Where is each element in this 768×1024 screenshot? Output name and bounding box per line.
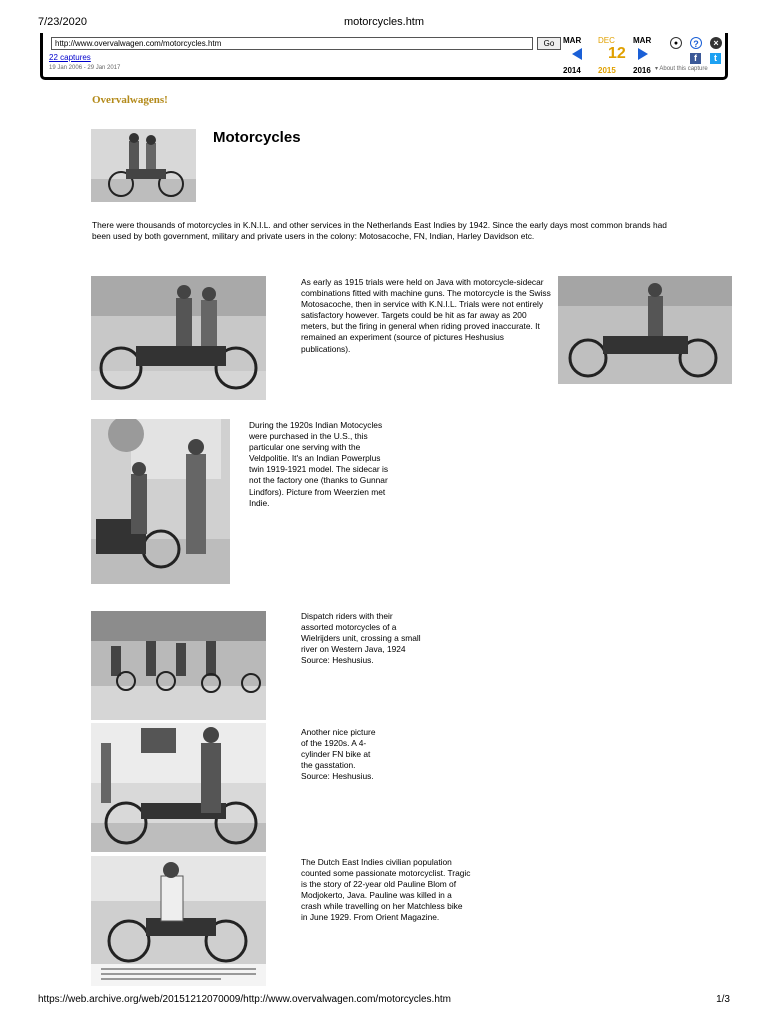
photo-pauline-matchless xyxy=(91,856,266,986)
fn-text: Another nice picture of the 1920s. A 4-cylinder FN bike at the gasstation. Source: Heshusius. xyxy=(301,727,376,782)
capture-date-range: 19 Jan 2006 - 29 Jan 2017 xyxy=(49,65,121,71)
photo-dispatch-riders xyxy=(91,611,266,720)
photo-indian-powerplus xyxy=(91,419,230,584)
photo-motosacoche-sidecar-left xyxy=(91,276,266,400)
year-prev[interactable]: 2014 xyxy=(563,66,581,75)
month-next[interactable]: MAR xyxy=(633,36,652,45)
captures-link[interactable]: 22 captures xyxy=(49,53,91,62)
wayback-toolbar xyxy=(40,33,728,80)
print-title: motorcycles.htm xyxy=(343,16,425,28)
month-prev[interactable]: MAR xyxy=(563,36,582,45)
photo-fn-gasstation xyxy=(91,723,266,852)
wayback-url-input[interactable]: http://www.overvalwagen.com/motorcycles.htm xyxy=(51,37,533,50)
twitter-icon[interactable]: t xyxy=(710,53,721,64)
motosacoche-text: As early as 1915 trials were held on Java with motorcycle-sidecar combinations fitted with machine guns. The motorcycle is the Swiss Motosacoche, then in service with K.N.I.L. Trials were not entirely satisfactory however. Targets could be hit as far away as 200 meters, but the firing in general when riding proved inaccurate. It remained an experiment (source of pictures Heshusius publications). xyxy=(301,277,551,354)
facebook-icon[interactable]: f xyxy=(690,53,701,64)
close-icon[interactable]: × xyxy=(710,37,722,49)
year-next[interactable]: 2016 xyxy=(633,66,651,75)
site-name[interactable]: Overvalwagens! xyxy=(92,94,168,106)
prev-capture-arrow-icon[interactable] xyxy=(572,48,582,60)
dispatch-text: Dispatch riders with their assorted motorcycles of a Wielrijders unit, crossing a small river on Western Java, 1924 Source: Heshusius. xyxy=(301,611,421,666)
year-current: 2015 xyxy=(598,66,616,75)
page-number: 1/3 xyxy=(716,994,730,1005)
indian-text: During the 1920s Indian Motocycles were purchased in the U.S., this particular one serving with the Veldpolitie. It's an Indian Powerplus twin 1919-1921 model. The sidecar is not the factory one (thanks to Gunnar Lindfors). Picture from Weerzien met Indie. xyxy=(249,420,389,508)
footer-url: https://web.archive.org/web/20151212070009/http://www.overvalwagen.com/motorcycles.htm xyxy=(38,994,451,1005)
month-current: DEC xyxy=(598,36,615,45)
user-icon[interactable]: ● xyxy=(670,37,682,49)
photo-motosacoche-sidecar-right xyxy=(558,276,732,384)
pauline-text: The Dutch East Indies civilian population counted some passionate motorcyclist. Tragic is the story of 22-year old Pauline Blom of Modjokerto, Java. Pauline was killed in a crash while travelling on her Matchless bike in June 1929. From Orient Magazine. xyxy=(301,857,471,923)
about-capture-link[interactable]: ▾ About this capture xyxy=(655,66,708,72)
page-title: Motorcycles xyxy=(213,129,301,146)
intro-paragraph: There were thousands of motorcycles in K.N.I.L. and other services in the Netherlands East Indies by 1942. Since the early days most common brands had been used by both government, military and private users in the colony: Motosacoche, FN, Indian, Harley Davidson etc. xyxy=(92,220,667,242)
go-button[interactable]: Go xyxy=(537,37,561,50)
capture-calendar xyxy=(563,34,663,76)
print-date: 7/23/2020 xyxy=(38,16,87,28)
next-capture-arrow-icon[interactable] xyxy=(638,48,648,60)
header-photo-motorcycle xyxy=(91,129,196,202)
capture-day: 12 xyxy=(608,45,626,62)
help-icon[interactable]: ? xyxy=(690,37,702,49)
